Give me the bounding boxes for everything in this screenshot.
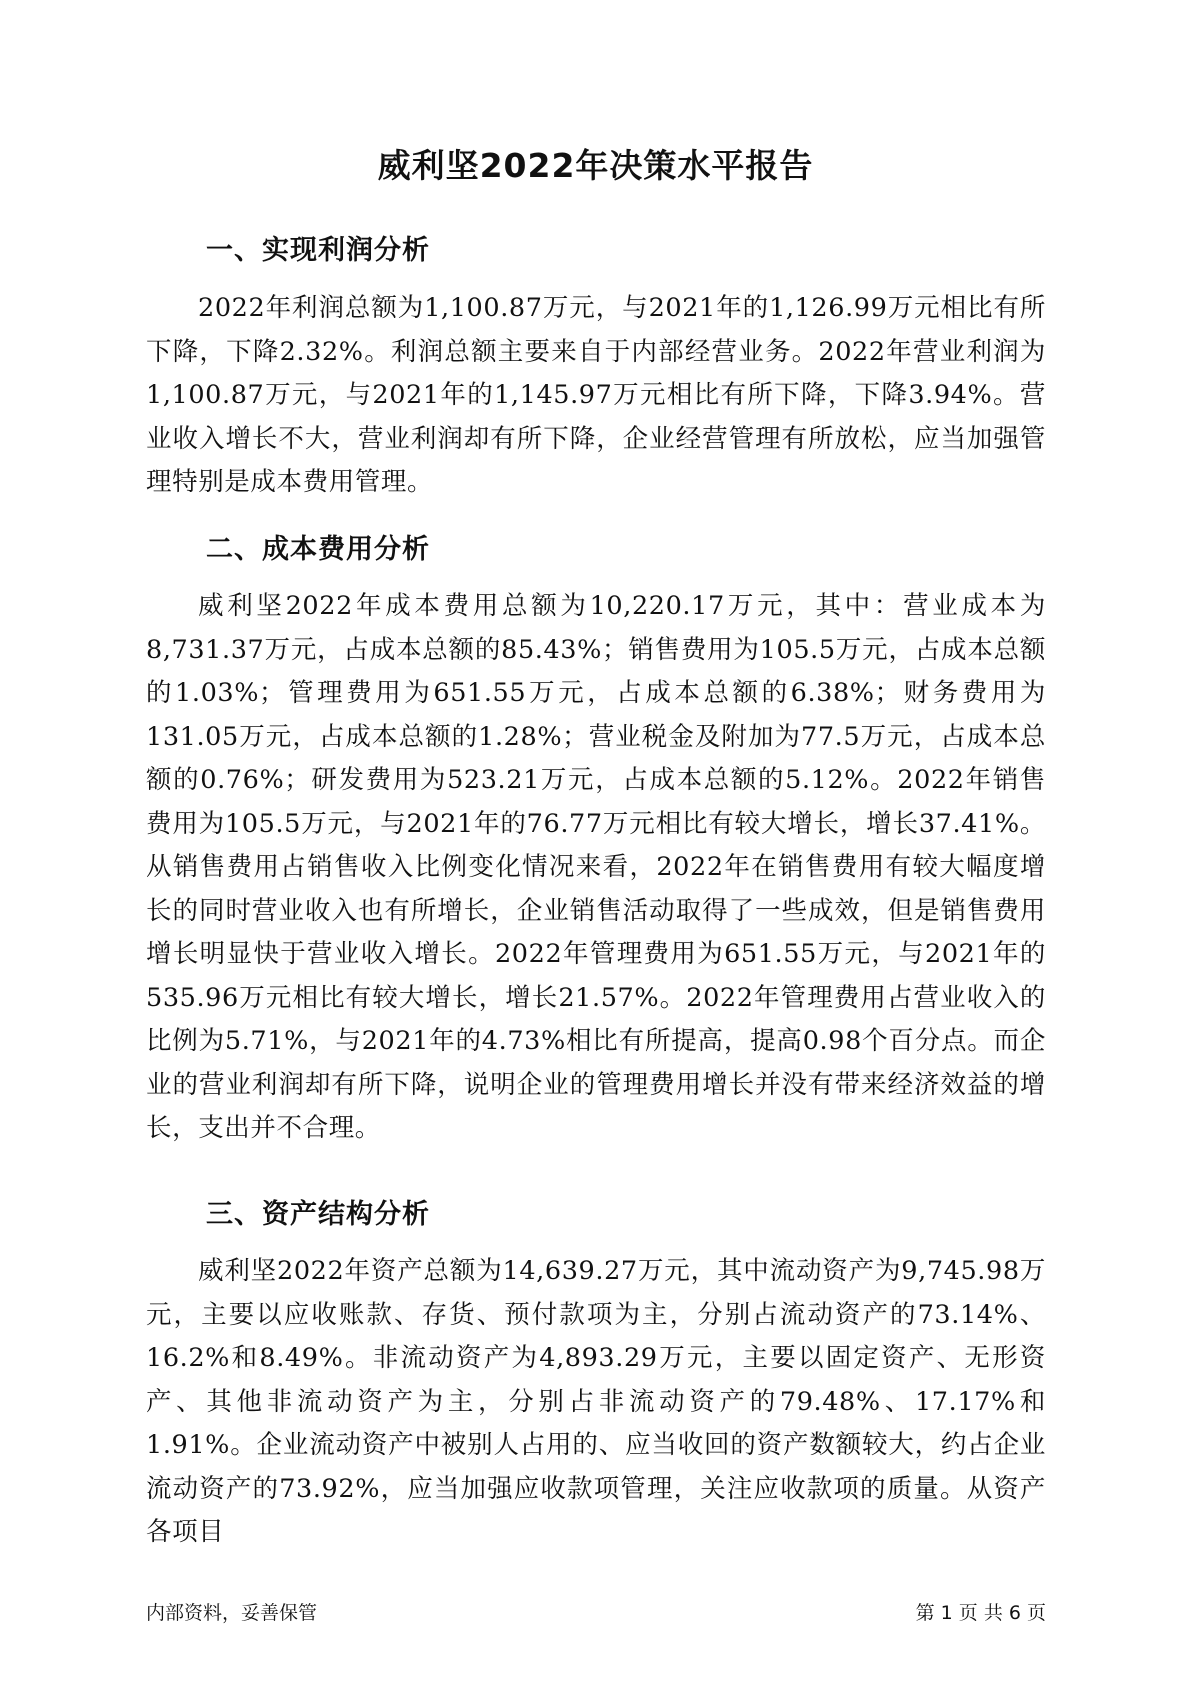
section-heading-cost: 二、成本费用分析 (206, 534, 430, 565)
footer-page-number: 第 1 页 共 6 页 (915, 1602, 1046, 1624)
section-paragraph-profit: 2022年利润总额为1,100.87万元，与2021年的1,126.99万元相比有所下降，下降2.32%。利润总额主要来自于内部经营业务。2022年营业利润为1,100.87万元，与2021年的1,145.97万元相比有所下降，下降3.94%。营业收入增长不大，营业利润却有所下降，企业经营管理有所放松，应当加强管理特别是成本费用管理。 (146, 293, 1046, 497)
document-title: 威利坚2022年决策水平报告 (377, 146, 814, 185)
section-paragraph-assets: 威利坚2022年资产总额为14,639.27万元，其中流动资产为9,745.98万元，主要以应收账款、存货、预付款项为主，分别占流动资产的73.14%、16.2%和8.49%。非流动资产为4,893.29万元，主要以固定资产、无形资产、其他非流动资产为主，分别占非流动资产的79.48%、17.17%和1.91%。企业流动资产中被别人占用的、应当收回的资产数额较大，约占企业流动资产的73.92%，应当加强应收款项管理，关注应收款项的质量。从资产各项目 (146, 1256, 1046, 1547)
footer-confidential-note: 内部资料，妥善保管 (146, 1602, 318, 1624)
section-heading-profit: 一、实现利润分析 (206, 235, 430, 266)
section-paragraph-cost: 威利坚2022年成本费用总额为10,220.17万元，其中：营业成本为8,731.37万元，占成本总额的85.43%；销售费用为105.5万元，占成本总额的1.03%；管理费用为651.55万元，占成本总额的6.38%；财务费用为131.05万元，占成本总额的1.28%；营业税金及附加为77.5万元，占成本总额的0.76%；研发费用为523.21万元，占成本总额的5.12%。2022年销售费用为105.5万元，与2021年的76.77万元相比有较大增长，增长37.41%。从销售费用占销售收入比例变化情况来看，2022年在销售费用有较大幅度增长的同时营业收入也有所增长，企业销售活动取得了一些成效，但是销售费用增长明显快于营业收入增长。2022年管理费用为651.55万元，与2021年的535.96万元相比有较大增长，增长21.57%。2022年管理费用占营业收入的比例为5.71%，与2021年的4.73%相比有所提高，提高0.98个百分点。而企业的营业利润却有所下降，说明企业的管理费用增长并没有带来经济效益的增长，支出并不合理。 (146, 591, 1046, 1143)
section-heading-assets: 三、资产结构分析 (206, 1199, 430, 1230)
